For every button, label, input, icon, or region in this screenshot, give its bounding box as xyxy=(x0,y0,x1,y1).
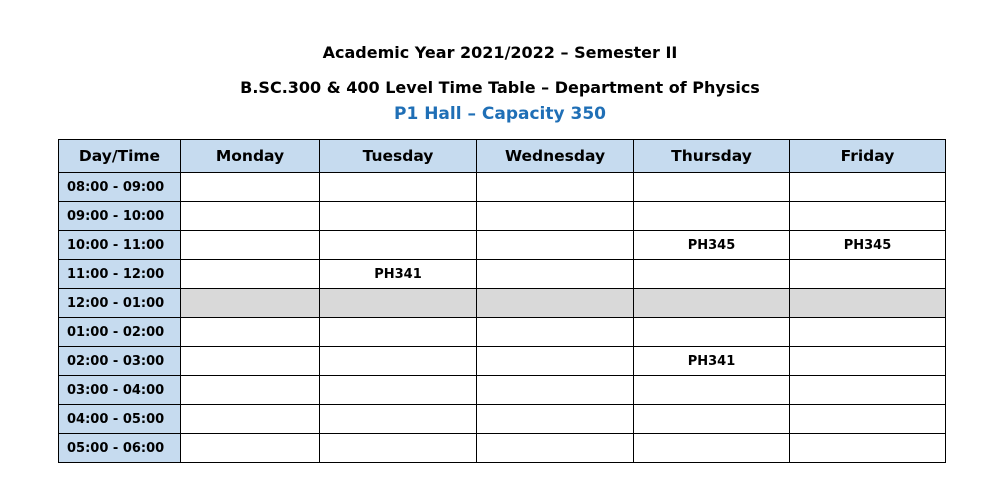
timetable-title: B.SC.300 & 400 Level Time Table – Department of Physics xyxy=(240,78,760,97)
course-cell xyxy=(790,376,946,405)
course-cell xyxy=(634,260,790,289)
time-slot-cell: 04:00 - 05:00 xyxy=(59,405,181,434)
column-header-monday: Monday xyxy=(181,140,320,173)
course-cell xyxy=(181,347,320,376)
time-slot-cell: 08:00 - 09:00 xyxy=(59,173,181,202)
course-cell xyxy=(634,202,790,231)
time-slot-cell: 12:00 - 01:00 xyxy=(59,289,181,318)
course-cell xyxy=(477,347,634,376)
header-row xyxy=(59,140,946,173)
course-cell xyxy=(477,231,634,260)
hall-subtitle: P1 Hall – Capacity 350 xyxy=(393,104,606,124)
table-row xyxy=(59,289,946,318)
break-cell xyxy=(790,289,946,318)
course-cell xyxy=(790,347,946,376)
course-cell xyxy=(634,434,790,463)
time-slot-cell: 09:00 - 10:00 xyxy=(59,202,181,231)
course-cell xyxy=(181,260,320,289)
course-cell xyxy=(477,405,634,434)
course-cell xyxy=(320,231,477,260)
course-cell xyxy=(320,434,477,463)
course-cell xyxy=(181,376,320,405)
course-cell xyxy=(181,405,320,434)
course-cell xyxy=(477,434,634,463)
course-cell: PH345 xyxy=(634,231,790,260)
time-slot-cell: 01:00 - 02:00 xyxy=(59,318,181,347)
course-cell xyxy=(320,376,477,405)
time-slot-cell: 05:00 - 06:00 xyxy=(59,434,181,463)
table-row xyxy=(59,231,946,260)
table-row xyxy=(59,405,946,434)
course-cell xyxy=(790,405,946,434)
table-row xyxy=(59,347,946,376)
course-cell xyxy=(634,376,790,405)
course-cell xyxy=(181,231,320,260)
table-row xyxy=(59,260,946,289)
course-cell xyxy=(181,318,320,347)
column-header-friday: Friday xyxy=(790,140,946,173)
course-cell xyxy=(477,202,634,231)
course-cell xyxy=(320,202,477,231)
time-slot-cell: 11:00 - 12:00 xyxy=(59,260,181,289)
course-cell xyxy=(477,318,634,347)
course-cell xyxy=(790,173,946,202)
course-cell xyxy=(477,260,634,289)
break-cell xyxy=(320,289,477,318)
column-header-tuesday: Tuesday xyxy=(320,140,477,173)
course-cell xyxy=(634,173,790,202)
timetable-body xyxy=(59,173,946,463)
course-cell xyxy=(181,173,320,202)
column-header-day-time: Day/Time xyxy=(59,140,181,173)
table-row xyxy=(59,376,946,405)
course-cell: PH345 xyxy=(790,231,946,260)
course-cell xyxy=(320,318,477,347)
course-cell xyxy=(634,318,790,347)
academic-year-title: Academic Year 2021/2022 – Semester II xyxy=(322,43,678,62)
table-row xyxy=(59,173,946,202)
timetable xyxy=(58,139,946,463)
course-cell xyxy=(477,376,634,405)
course-cell xyxy=(790,260,946,289)
course-cell xyxy=(320,405,477,434)
course-cell xyxy=(790,318,946,347)
table-row xyxy=(59,434,946,463)
break-cell xyxy=(634,289,790,318)
time-slot-cell: 10:00 - 11:00 xyxy=(59,231,181,260)
column-header-thursday: Thursday xyxy=(634,140,790,173)
table-row xyxy=(59,202,946,231)
course-cell xyxy=(181,434,320,463)
course-cell xyxy=(790,434,946,463)
course-cell: PH341 xyxy=(634,347,790,376)
course-cell xyxy=(790,202,946,231)
table-row xyxy=(59,318,946,347)
course-cell xyxy=(320,173,477,202)
course-cell xyxy=(477,173,634,202)
time-slot-cell: 03:00 - 04:00 xyxy=(59,376,181,405)
break-cell xyxy=(477,289,634,318)
course-cell xyxy=(181,202,320,231)
column-header-wednesday: Wednesday xyxy=(477,140,634,173)
course-cell: PH341 xyxy=(320,260,477,289)
course-cell xyxy=(634,405,790,434)
course-cell xyxy=(320,347,477,376)
break-cell xyxy=(181,289,320,318)
time-slot-cell: 02:00 - 03:00 xyxy=(59,347,181,376)
